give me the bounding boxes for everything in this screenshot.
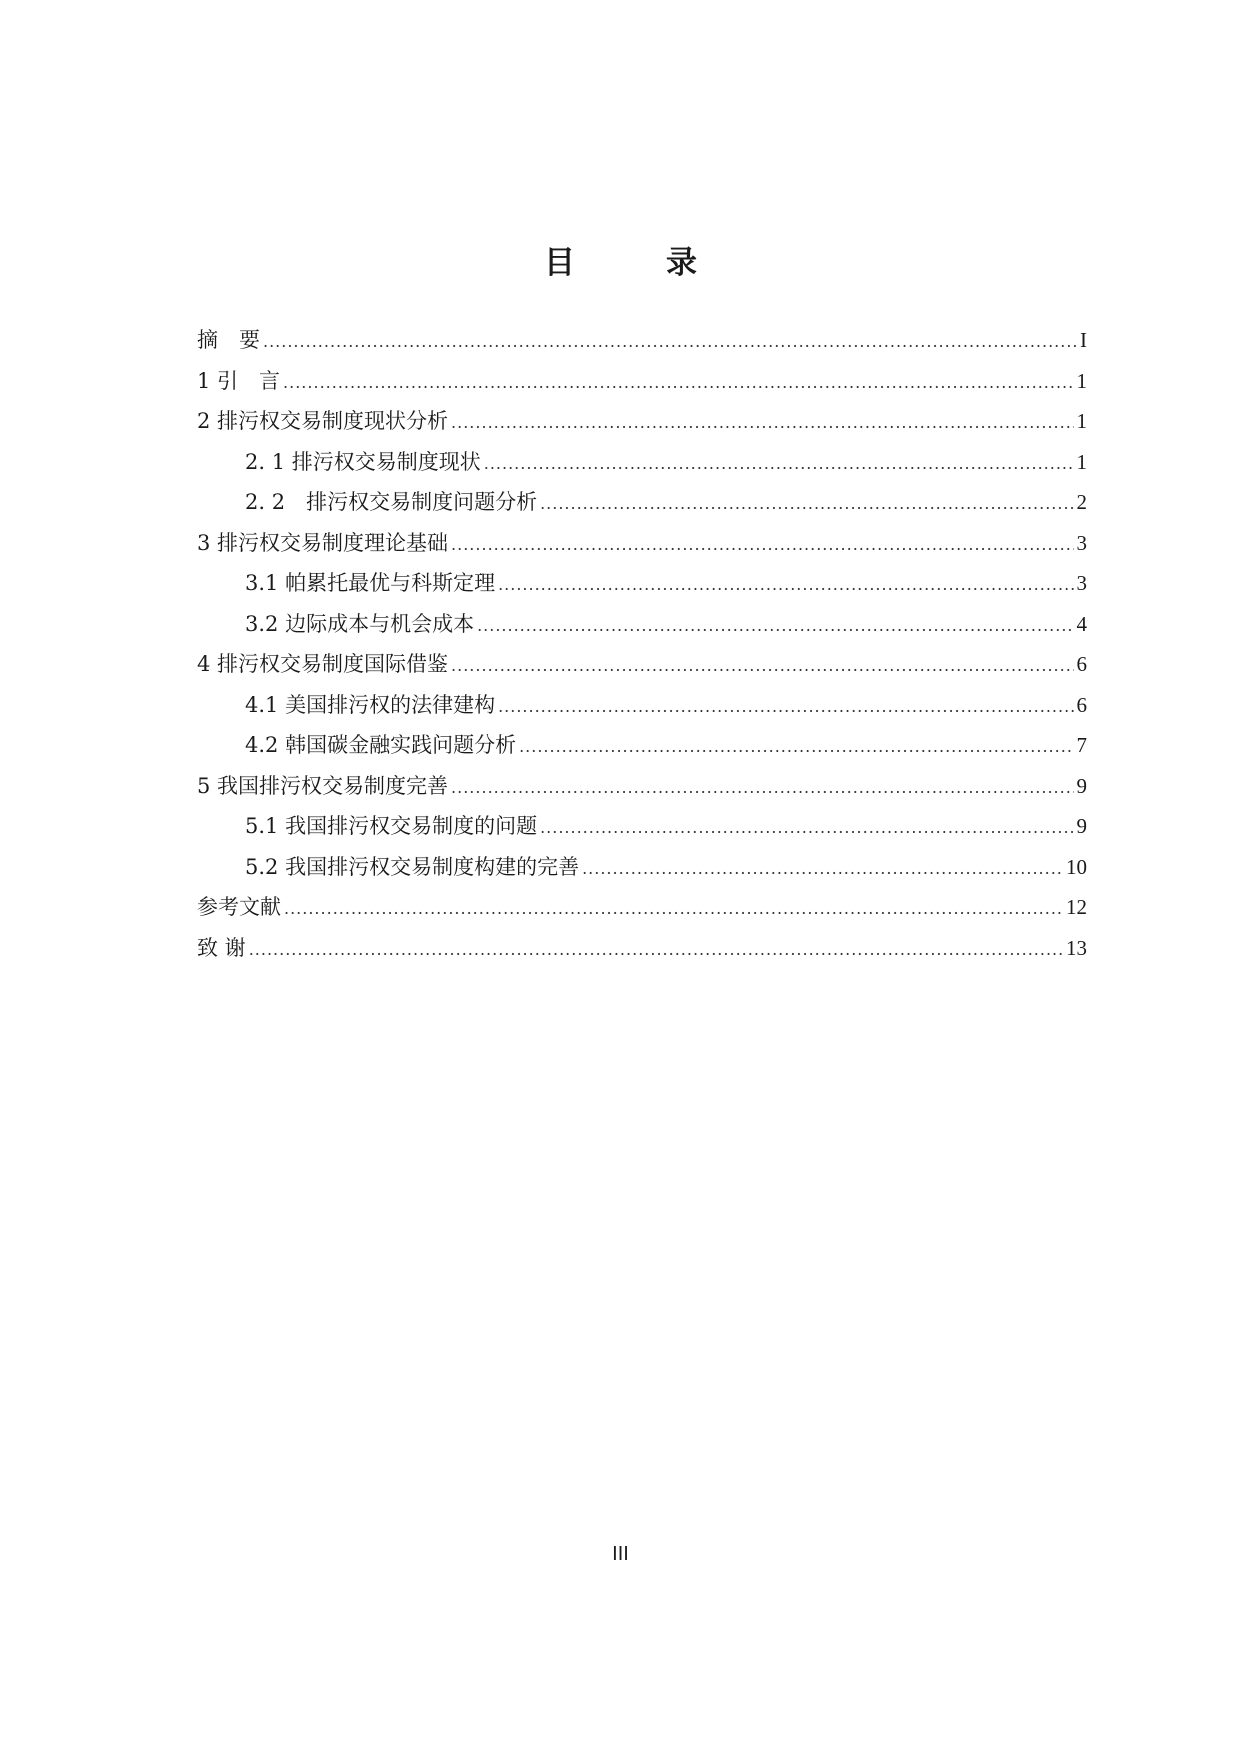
toc-dot-leader [283,363,1073,404]
toc-entry-page: I [1080,328,1087,352]
toc-entry-label: 摘 要 [197,328,260,352]
toc-dot-leader [477,606,1073,647]
toc-dot-leader [249,930,1063,971]
toc-entry-page: 10 [1066,854,1087,879]
toc-entry[interactable] [197,401,1087,442]
toc-entry[interactable] [197,847,1087,888]
toc-dot-leader [451,403,1073,444]
toc-entry-page: 1 [1076,368,1087,393]
toc-dot-leader [498,687,1073,728]
toc-entry-page: 6 [1076,652,1087,676]
toc-entry-page: 7 [1076,733,1087,757]
toc-entry[interactable] [197,685,1087,726]
toc-entry-page: 3 [1076,530,1087,555]
toc-entry[interactable] [197,563,1087,604]
table-of-contents [197,320,1087,968]
toc-entry-label: 参考文献 [197,895,281,919]
toc-dot-leader [498,565,1073,606]
toc-entry-page: 9 [1076,773,1087,798]
toc-dot-leader [263,322,1077,363]
toc-entry-label: 5 我国排污权交易制度完善 [197,773,449,798]
toc-entry-label: 2 排污权交易制度现状分析 [197,409,449,433]
toc-entry[interactable] [197,928,1087,969]
toc-entry[interactable] [197,887,1087,928]
toc-entry-page: 1 [1076,409,1087,433]
toc-entry[interactable] [197,361,1087,402]
toc-entry-label: 5.2 我国排污权交易制度构建的完善 [245,854,580,879]
toc-entry[interactable] [197,644,1087,685]
toc-dot-leader [451,646,1073,687]
toc-entry[interactable] [197,604,1087,645]
toc-entry-page: 2 [1076,490,1087,514]
toc-entry[interactable] [197,725,1087,766]
toc-entry-label: 4 排污权交易制度国际借鉴 [197,652,449,676]
toc-entry[interactable] [197,523,1087,564]
toc-entry-page: 3 [1076,571,1087,595]
toc-entry-page: 9 [1076,814,1087,838]
toc-dot-leader [582,849,1063,890]
toc-entry-label: 2. 2 排污权交易制度问题分析 [245,490,538,514]
toc-entry-page: 1 [1076,449,1087,474]
toc-entry[interactable] [197,442,1087,483]
toc-entry-label: 1 引 言 [197,368,281,393]
toc-entry-label: 4.1 美国排污权的法律建构 [245,692,496,717]
toc-entry-label: 3.2 边际成本与机会成本 [245,611,475,636]
toc-entry-label: 3 排污权交易制度理论基础 [197,530,449,555]
toc-title: 目 录 [544,245,727,281]
toc-entry-label: 5.1 我国排污权交易制度的问题 [245,814,538,838]
toc-entry-label: 4.2 韩国碳金融实践问题分析 [245,733,517,757]
toc-entry[interactable] [197,766,1087,807]
toc-entry-page: 13 [1066,935,1087,960]
toc-dot-leader [451,768,1073,809]
toc-dot-leader [284,889,1063,930]
toc-dot-leader [540,484,1073,525]
toc-entry[interactable] [197,806,1087,847]
toc-entry-label: 致 谢 [197,935,246,960]
toc-dot-leader [451,525,1073,566]
toc-entry-page: 6 [1076,692,1087,717]
toc-entry-label: 3.1 帕累托最优与科斯定理 [245,571,496,595]
toc-dot-leader [484,444,1074,485]
toc-dot-leader [540,808,1073,849]
toc-entry-label: 2. 1 排污权交易制度现状 [245,449,481,474]
page-number: III [612,1543,629,1565]
toc-dot-leader [519,727,1073,768]
toc-entry[interactable] [197,482,1087,523]
toc-entry[interactable] [197,320,1087,361]
toc-entry-page: 12 [1066,895,1087,919]
toc-entry-page: 4 [1076,611,1087,636]
